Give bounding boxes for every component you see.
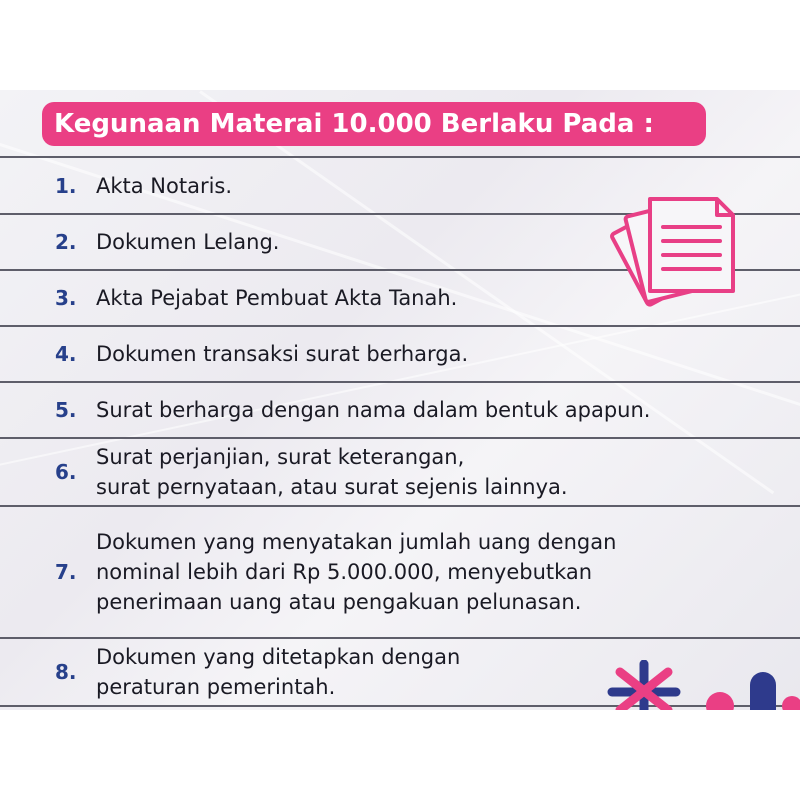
item-text-line: Akta Pejabat Pembuat Akta Tanah. bbox=[96, 286, 458, 310]
infographic-card bbox=[0, 90, 800, 710]
item-text-line: Dokumen Lelang. bbox=[96, 230, 280, 254]
item-text-line: Dokumen yang menyatakan jumlah uang dengan bbox=[96, 530, 617, 554]
item-text-line: nominal lebih dari Rp 5.000.000, menyebutkan bbox=[96, 560, 593, 584]
title-banner bbox=[42, 102, 706, 146]
item-text bbox=[96, 227, 279, 257]
item-text bbox=[96, 171, 232, 201]
item-text-line: Surat berharga dengan nama dalam bentuk apapun. bbox=[96, 398, 651, 422]
documents-icon bbox=[605, 195, 745, 325]
list-item bbox=[0, 506, 800, 638]
item-text-line: Dokumen yang ditetapkan dengan bbox=[96, 645, 461, 669]
item-number: 3. bbox=[55, 286, 77, 310]
item-text-line: Akta Notaris. bbox=[96, 174, 233, 198]
list-item bbox=[0, 326, 800, 382]
item-number: 6. bbox=[55, 460, 77, 484]
item-number: 1. bbox=[55, 174, 77, 198]
item-text-line: penerimaan uang atau pengakuan pelunasan. bbox=[96, 590, 582, 614]
item-text bbox=[96, 527, 616, 617]
blob-icon bbox=[706, 670, 800, 710]
page-title: Kegunaan Materai 10.000 Berlaku Pada : bbox=[54, 109, 654, 139]
list-item bbox=[0, 382, 800, 438]
item-text bbox=[96, 395, 650, 425]
item-number: 5. bbox=[55, 398, 77, 422]
item-number: 8. bbox=[55, 660, 77, 684]
item-text-line: peraturan pemerintah. bbox=[96, 675, 336, 699]
item-text bbox=[96, 442, 568, 502]
item-text bbox=[96, 642, 460, 702]
item-number: 4. bbox=[55, 342, 77, 366]
list-item bbox=[0, 438, 800, 506]
item-text bbox=[96, 283, 457, 313]
item-number: 2. bbox=[55, 230, 77, 254]
asterisk-icon bbox=[606, 660, 686, 710]
item-text-line: Dokumen transaksi surat berharga. bbox=[96, 342, 469, 366]
item-number: 7. bbox=[55, 560, 77, 584]
item-text-line: Surat perjanjian, surat keterangan, bbox=[96, 445, 465, 469]
item-text-line: surat pernyataan, atau surat sejenis lainnya. bbox=[96, 475, 568, 499]
item-text bbox=[96, 339, 468, 369]
